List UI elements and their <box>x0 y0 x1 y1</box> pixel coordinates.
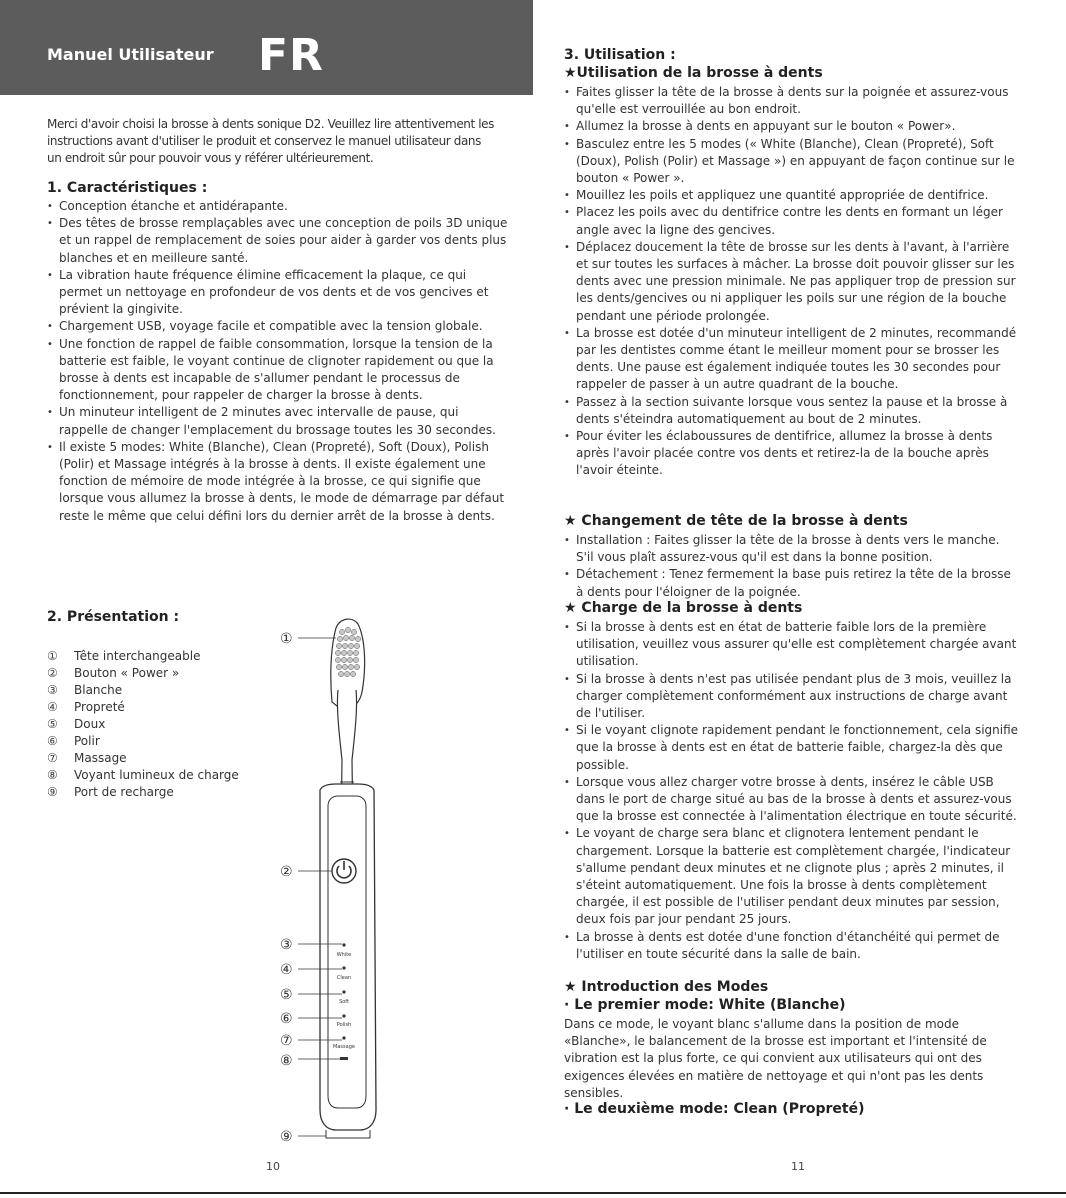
mode-label-massage: Massage <box>333 1044 355 1050</box>
list-item: • Faites glisser la tête de la brosse à dents sur la poignée et assurez-vous qu'elle est verrouillée au bon endroit. <box>564 84 1019 118</box>
list-item: • Lorsque vous allez charger votre brosse à dents, insérez le câble USB dans le port de charge situé au bas de la brosse à dents et assurez-vous que la brosse est connectée à l'alimentation électrique en toute sécurité. <box>564 774 1019 826</box>
callout-6: ⑥ <box>280 1011 293 1027</box>
head-change-title: ★ Changement de tête de la brosse à dents <box>564 513 908 529</box>
list-item: ⑥ Polir <box>47 734 100 748</box>
mode-label-clean: Clean <box>336 975 352 981</box>
list-item: • Déplacez doucement la tête de brosse sur les dents à l'avant, à l'arrière et sur toutes les surfaces à mâcher. La brosse doit pouvoir glisser sur les dents avec une pression minimale. Ne pas appliquer trop de pression sur les dents/gencives ou ni appliquer les poils sur une région de la bouche pendant une période prolongée. <box>564 239 1019 325</box>
callout-9: ⑨ <box>280 1129 293 1145</box>
list-item: • Si la brosse à dents n'est pas utilisée pendant plus de 3 mois, veuillez la charger complètement conformément aux instructions de charge avant de l'utiliser. <box>564 671 1019 723</box>
callout-2: ② <box>280 864 293 880</box>
list-item: ⑦ Massage <box>47 751 127 765</box>
usage-title: 3. Utilisation : <box>564 47 676 63</box>
characteristics-list <box>47 198 509 525</box>
brush-use-title: ★Utilisation de la brosse à dents <box>564 65 823 81</box>
toothbrush-diagram <box>270 610 380 1150</box>
list-item: • La vibration haute fréquence élimine efficacement la plaque, ce qui permet un nettoyage en profondeur de vos dents et de vos gencives et prévient la gingivite. <box>47 267 509 319</box>
page-number-right: 11 <box>791 1160 805 1173</box>
list-item: • Pour éviter les éclaboussures de dentifrice, allumez la brosse à dents après l'avoir placée contre vos dents et retirez-la de la bouche après l'avoir éteinte. <box>564 428 1019 480</box>
parts-list <box>47 648 239 801</box>
list-item: • Le voyant de charge sera blanc et clignotera lentement pendant le chargement. Lorsque la batterie est complètement chargée, l'indicateur s'allume pendant deux minutes et ne clignote plus ; après 2 minutes, il s'éteint automatiquement. Une fois la brosse à dents complètement chargée, il est possible de l'utiliser pendant deux minutes par session, deux fois par jour pendant 25 jours. <box>564 825 1019 928</box>
list-item: • Si la brosse à dents est en état de batterie faible lors de la première utilisation, veuillez vous assurer qu'elle est complètement chargée avant utilisation. <box>564 619 1019 671</box>
white-mode-dot-icon <box>342 943 345 946</box>
list-item: ① Tête interchangeable <box>47 649 201 663</box>
callout-7: ⑦ <box>280 1033 293 1049</box>
list-item: • Détachement : Tenez fermement la base puis retirez la tête de la brosse à dents pour l'éloigner de la poignée. <box>564 566 1019 600</box>
list-item: • Conception étanche et antidérapante. <box>47 198 509 215</box>
callout-5: ⑤ <box>280 987 293 1003</box>
soft-mode-dot-icon <box>342 990 345 993</box>
clean-mode-dot-icon <box>342 966 345 969</box>
list-item: • Si le voyant clignote rapidement pendant le fonctionnement, cela signifie que la brosse à dents est en état de batterie faible, chargez-la dès que possible. <box>564 722 1019 774</box>
list-item: • Basculez entre les 5 modes (« White (Blanche), Clean (Propreté), Soft (Doux), Polish (Polir) et Massage ») en appuyant de façon continue sur le bouton « Power ». <box>564 136 1019 188</box>
list-item: ② Bouton « Power » <box>47 666 180 680</box>
bottom-rule <box>0 1192 1066 1194</box>
polish-mode-dot-icon <box>342 1014 345 1017</box>
callout-3: ③ <box>280 937 293 953</box>
characteristics-title: 1. Caractéristiques : <box>47 180 208 196</box>
charge-indicator-icon <box>340 1057 348 1060</box>
list-item: • Passez à la section suivante lorsque vous sentez la pause et la brosse à dents s'éteindra automatiquement au bout de 2 minutes. <box>564 394 1019 428</box>
charge-list <box>564 619 1019 963</box>
head-change-list <box>564 532 1019 601</box>
list-item: ④ Propreté <box>47 700 125 714</box>
mode1-title: · Le premier mode: White (Blanche) <box>564 997 846 1013</box>
header-title: Manuel Utilisateur <box>47 45 214 64</box>
list-item: • La brosse est dotée d'un minuteur intelligent de 2 minutes, recommandé par les dentistes comme étant le meilleur moment pour se brosser les dents. Une pause est également indiquée toutes les 30 secondes pour rappeler de passer à un autre quadrant de la bouche. <box>564 325 1019 394</box>
list-item: • Installation : Faites glisser la tête de la brosse à dents vers le manche. S'il vous plaît assurez-vous qu'il est dans la bonne position. <box>564 532 1019 566</box>
mode-label-polish: Polish <box>336 1022 352 1028</box>
callout-4: ④ <box>280 962 293 978</box>
list-item: ⑨ Port de recharge <box>47 785 174 799</box>
charge-title: ★ Charge de la brosse à dents <box>564 600 803 616</box>
list-item: ③ Blanche <box>47 683 123 697</box>
callout-8: ⑧ <box>280 1053 293 1069</box>
list-item: • La brosse à dents est dotée d'une fonction d'étanchéité qui permet de l'utiliser en toute sécurité dans la salle de bain. <box>564 929 1019 963</box>
right-page <box>533 0 1066 1198</box>
page-number-left: 10 <box>266 1160 280 1173</box>
callout-1: ① <box>280 631 293 647</box>
list-item: • Allumez la brosse à dents en appuyant sur le bouton « Power». <box>564 118 1019 135</box>
mode-label-white: White <box>336 952 352 958</box>
list-item: • Une fonction de rappel de faible consommation, lorsque la tension de la batterie est faible, le voyant continue de clignoter rapidement ou que la brosse à dents est incapable de s'allumer pendant le processus de fonctionnement, pour rappeler de charger la brosse à dents. <box>47 336 509 405</box>
modes-title: ★ Introduction des Modes <box>564 979 769 995</box>
mode1-paragraph: Dans ce mode, le voyant blanc s'allume dans la position de mode «Blanche», le balancement de la brosse est important et l'intensité de vibration est la plus forte, ce qui convient aux utilisateurs qui ont des exigences élevées en matière de nettoyage et qui n'ont pas les dents sensibles. <box>564 1017 987 1100</box>
language-code: FR <box>258 30 324 81</box>
power-button-icon <box>332 859 356 883</box>
list-item: • Placez les poils avec du dentifrice contre les dents en formant un léger angle avec la ligne des gencives. <box>564 204 1019 238</box>
list-item: • Chargement USB, voyage facile et compatible avec la tension globale. <box>47 318 509 335</box>
intro-paragraph: Merci d'avoir choisi la brosse à dents sonique D2. Veuillez lire attentivement les instructions avant d'utiliser le produit et conservez le manuel utilisateur dans un endroit sûr pour pouvoir vous y référer ultérieurement. <box>47 117 495 166</box>
handle-icon <box>320 784 376 1138</box>
list-item: • Des têtes de brosse remplaçables avec une conception de poils 3D unique et un rappel de remplacement de soies pour aider à garder vos dents plus blanches et en meilleure santé. <box>47 215 509 267</box>
brush-use-list <box>564 84 1019 480</box>
presentation-title: 2. Présentation : <box>47 609 180 625</box>
list-item: • Un minuteur intelligent de 2 minutes avec intervalle de pause, qui rappelle de changer l'emplacement du brossage toutes les 30 secondes. <box>47 404 509 438</box>
mode-label-soft: Soft <box>339 999 349 1005</box>
mode2-title: · Le deuxième mode: Clean (Propreté) <box>564 1101 865 1117</box>
list-item: • Mouillez les poils et appliquez une quantité appropriée de dentifrice. <box>564 187 1019 204</box>
massage-mode-dot-icon <box>342 1036 345 1039</box>
list-item: ⑤ Doux <box>47 717 106 731</box>
list-item: ⑧ Voyant lumineux de charge <box>47 768 239 782</box>
list-item: • Il existe 5 modes: White (Blanche), Clean (Propreté), Soft (Doux), Polish (Polir) et Massage intégrés à la brosse à dents. Il existe également une fonction de mémoire de mode intégrée à la brosse, ce qui signifie que lorsque vous allumez la brosse à dents, le mode de démarrage par défaut reste le même que celui défini lors du dernier arrêt de la brosse à dents. <box>47 439 509 525</box>
